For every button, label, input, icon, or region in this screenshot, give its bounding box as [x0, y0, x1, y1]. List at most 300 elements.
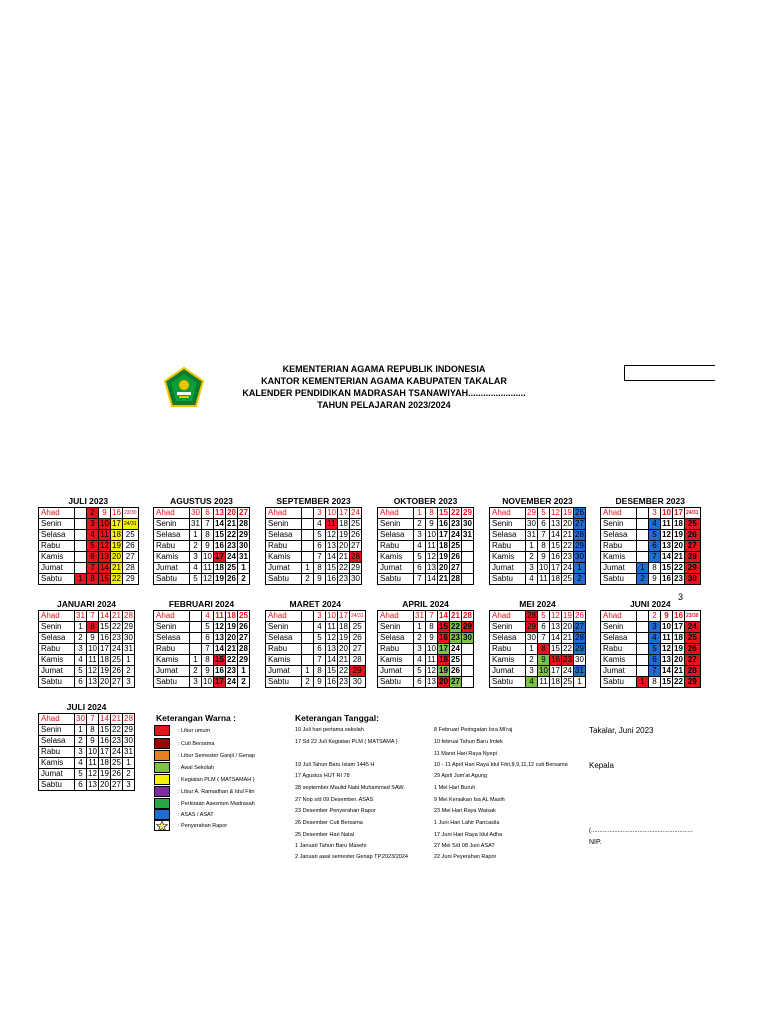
day-name: Sabtu	[39, 677, 75, 688]
date-cell: 16	[327, 677, 336, 686]
date-cell: 2	[238, 574, 250, 585]
day-name: Jumat	[378, 666, 414, 677]
month-table	[265, 610, 366, 688]
date-cell: 1	[190, 655, 202, 666]
week-row	[490, 633, 586, 644]
date-cell: 1	[574, 563, 586, 574]
date-cell: 27	[239, 633, 248, 642]
day-name: Sabtu	[266, 677, 302, 688]
date-cell: 19	[439, 666, 448, 675]
date-cell: 20	[227, 633, 236, 642]
date-cell: 27	[451, 563, 460, 572]
date-note: 11 Maret Hari Raya Nyepi	[434, 751, 497, 757]
day-name: Senin	[39, 622, 75, 633]
date-cell: 6	[75, 677, 87, 688]
date-note: 27 Mei S/d 08 Juni ASAT	[434, 843, 495, 849]
date-cell: 2	[414, 633, 426, 644]
day-name: Jumat	[39, 666, 75, 677]
date-cell: 16	[215, 666, 224, 675]
date-cell: 15	[439, 622, 448, 631]
date-cell: 3	[314, 508, 326, 519]
date-cell: 19	[100, 666, 109, 675]
date-cell: 20	[339, 644, 348, 653]
day-name: Kamis	[378, 552, 414, 563]
day-name: Ahad	[154, 508, 190, 519]
date-cell: 17	[674, 622, 683, 631]
date-cell: 20	[439, 677, 448, 686]
date-cell	[302, 633, 314, 644]
date-note: 23 Desember Penyerahan Rapor	[295, 808, 376, 814]
week-row	[154, 611, 250, 622]
date-cell: 4	[526, 574, 538, 585]
date-cell: 15	[662, 677, 671, 686]
day-name: Selasa	[154, 633, 190, 644]
date-cell: 24/31	[685, 508, 701, 519]
date-cell: 1	[75, 574, 87, 585]
date-cell: 19	[339, 633, 348, 642]
week-row	[266, 541, 362, 552]
date-cell: 24	[451, 530, 460, 539]
day-name: Senin	[39, 519, 75, 530]
day-name: Rabu	[378, 644, 414, 655]
date-cell	[462, 644, 474, 655]
date-cell: 23	[112, 633, 121, 642]
date-cell: 28	[239, 519, 248, 528]
day-name: Senin	[490, 519, 526, 530]
date-cell	[302, 508, 314, 519]
date-cell: 12	[88, 769, 97, 778]
week-row	[490, 622, 586, 633]
date-cell: 22	[451, 622, 460, 631]
date-cell: 28	[124, 611, 133, 620]
date-cell: 14	[662, 666, 671, 675]
date-cell: 13	[100, 552, 109, 561]
date-note: 9 Mei Kenaikan Isa AL Masih	[434, 797, 505, 803]
month-juli-2024	[38, 702, 135, 791]
legend-item-awal-sekolah	[154, 762, 214, 773]
date-cell: 9	[426, 519, 438, 530]
date-cell: 11	[327, 519, 336, 528]
date-cell: 15	[662, 563, 671, 572]
day-name: Sabtu	[39, 780, 75, 791]
date-cell: 29	[124, 725, 133, 734]
week-row	[601, 530, 701, 541]
week-row	[154, 644, 250, 655]
date-cell: 3	[649, 622, 661, 633]
month-table	[153, 507, 250, 585]
week-row	[601, 611, 701, 622]
week-row	[39, 644, 135, 655]
swatch-orange	[154, 750, 170, 761]
date-cell: 20	[563, 622, 572, 631]
date-cell: 18	[551, 677, 560, 686]
week-row	[266, 677, 366, 688]
date-cell: 30	[527, 633, 536, 642]
week-row	[154, 508, 250, 519]
day-name: Ahad	[601, 611, 637, 622]
date-cell: 11	[427, 655, 436, 664]
date-cell	[302, 644, 314, 655]
date-cell: 2	[75, 736, 87, 747]
date-cell: 27	[239, 508, 248, 517]
date-cell	[302, 622, 314, 633]
month-mei-2024	[489, 599, 586, 688]
date-cell: 21	[227, 519, 236, 528]
date-cell: 15	[215, 655, 224, 664]
date-cell: 24	[563, 666, 572, 675]
date-cell: 6	[87, 552, 99, 563]
week-row	[154, 633, 250, 644]
date-cell: 9	[202, 541, 214, 552]
week-row	[378, 552, 474, 563]
date-cell: 31	[76, 611, 85, 620]
date-note: 1 Januari Tahun Baru Masehi	[295, 843, 367, 849]
day-name: Kamis	[39, 655, 75, 666]
header-line-4: TAHUN PELAJARAN 2023/2024	[317, 400, 451, 410]
date-cell	[302, 519, 314, 530]
month-agustus-2023	[153, 496, 250, 585]
date-cell: 6	[314, 644, 326, 655]
week-row	[601, 655, 701, 666]
date-cell: 11	[327, 622, 336, 631]
date-cell: 19	[339, 530, 348, 539]
date-cell: 21	[112, 563, 121, 572]
signature-nip: NIP.	[589, 839, 602, 846]
day-name: Jumat	[490, 666, 526, 677]
header-line-2: KANTOR KEMENTERIAN AGAMA KABUPATEN TAKALAR	[261, 376, 507, 386]
date-cell: 23	[227, 541, 236, 550]
date-cell: 29	[463, 622, 472, 631]
date-cell: 19	[674, 530, 683, 539]
date-cell: 11	[203, 563, 212, 572]
date-cell: 1	[123, 655, 135, 666]
date-cell: 2	[123, 666, 135, 677]
month-table	[377, 610, 474, 688]
date-cell: 3	[314, 611, 326, 622]
week-row	[39, 633, 135, 644]
day-name: Selasa	[490, 633, 526, 644]
date-cell: 7	[202, 519, 214, 530]
date-cell: 26	[575, 508, 584, 517]
week-row	[39, 714, 135, 725]
date-cell: 31	[124, 747, 133, 756]
date-cell: 12	[427, 666, 436, 675]
date-cell: 30	[350, 677, 366, 688]
date-note: 1 Mei Hari Buruh	[434, 785, 476, 791]
day-name: Rabu	[490, 541, 526, 552]
date-cell	[75, 530, 87, 541]
date-note: 8 Februari Peringatan Isra Mi'raj	[434, 727, 513, 733]
date-cell: 10	[100, 519, 109, 528]
day-name: Ahad	[39, 508, 75, 519]
date-cell: 4	[190, 563, 202, 574]
week-row	[378, 644, 474, 655]
day-name: Jumat	[378, 563, 414, 574]
date-cell: 7	[538, 530, 550, 541]
date-cell: 5	[190, 574, 202, 585]
date-cell: 30	[463, 633, 472, 642]
date-cell	[462, 574, 474, 585]
date-cell: 14	[100, 611, 109, 620]
date-cell: 12	[551, 508, 560, 517]
date-cell: 5	[87, 541, 99, 552]
date-cell: 22	[112, 725, 121, 734]
date-cell: 18	[439, 541, 448, 550]
day-name: Sabtu	[601, 677, 637, 688]
week-row	[39, 541, 139, 552]
swatch-green	[154, 798, 170, 809]
day-name: Kamis	[39, 552, 75, 563]
date-cell: 25	[123, 530, 139, 541]
date-cell: 4	[75, 758, 87, 769]
date-cell: 29	[124, 622, 133, 631]
date-note: 25 Desember Hari Natal	[295, 832, 354, 838]
date-cell	[302, 611, 314, 622]
date-cell: 17	[100, 747, 109, 756]
date-cell: 16	[551, 552, 560, 561]
date-cell: 9	[538, 655, 550, 666]
date-cell: 29	[239, 530, 248, 539]
date-cell: 6	[202, 508, 214, 519]
date-note: 27 Nop s/d 09 Desember. ASAS	[295, 797, 374, 803]
week-row	[39, 574, 139, 585]
day-name: Ahad	[154, 611, 190, 622]
date-cell: 15	[100, 725, 109, 734]
week-row	[490, 666, 586, 677]
day-name: Kamis	[378, 655, 414, 666]
date-cell	[75, 508, 87, 519]
day-name: Jumat	[490, 563, 526, 574]
legend-label: : Libur A. Ramadhan & Idul Fitri	[178, 788, 255, 795]
date-cell: 9	[661, 611, 673, 622]
date-cell	[190, 622, 202, 633]
date-cell: 13	[427, 677, 436, 686]
date-cell: 28	[351, 552, 360, 561]
date-cell: 7	[649, 666, 661, 677]
date-cell: 31	[239, 552, 248, 561]
week-row	[601, 677, 701, 688]
date-cell: 14	[551, 530, 560, 539]
date-cell: 20	[563, 519, 572, 528]
week-row	[601, 508, 701, 519]
date-cell: 24	[227, 677, 236, 686]
date-cell: 11	[427, 541, 436, 550]
date-cell	[637, 633, 649, 644]
day-name: Ahad	[266, 611, 302, 622]
date-cell: 18	[674, 519, 683, 528]
date-cell: 4	[649, 633, 661, 644]
header-line-1: KEMENTERIAN AGAMA REPUBLIK INDONESIA	[282, 364, 486, 374]
date-cell: 15	[551, 644, 560, 653]
dates-title: Keterangan Tanggal:	[295, 713, 379, 723]
week-row	[601, 622, 701, 633]
date-cell: 26	[112, 666, 121, 675]
week-row	[154, 666, 250, 677]
date-cell: 25	[351, 519, 360, 528]
date-cell: 23	[112, 736, 121, 745]
date-cell: 29	[685, 563, 701, 574]
day-name: Kamis	[154, 552, 190, 563]
date-cell: 12	[662, 530, 671, 539]
date-cell	[637, 655, 649, 666]
date-cell: 12	[215, 622, 224, 631]
date-cell	[637, 541, 649, 552]
date-cell: 18	[339, 622, 348, 631]
week-row	[154, 519, 250, 530]
date-cell	[462, 677, 474, 688]
month-maret-2024	[265, 599, 366, 688]
date-cell: 15	[327, 563, 336, 572]
date-cell: 30	[76, 714, 85, 723]
date-cell: 16	[327, 574, 336, 583]
date-cell: 28	[124, 714, 133, 723]
date-cell: 10	[88, 644, 97, 653]
date-note: 29 April Jum'at Agung	[434, 773, 488, 779]
week-row	[266, 655, 366, 666]
date-cell: 28	[685, 552, 701, 563]
day-name: Ahad	[378, 508, 414, 519]
week-row	[601, 552, 701, 563]
month-title: FEBRUARI 2024	[168, 599, 235, 609]
day-name: Selasa	[39, 530, 75, 541]
day-name: Selasa	[266, 530, 302, 541]
month-desember-2023	[600, 496, 701, 585]
week-row	[266, 552, 362, 563]
date-cell: 17	[215, 552, 224, 561]
date-cell: 20	[227, 508, 236, 517]
date-cell: 8	[314, 563, 326, 574]
date-cell: 6	[75, 780, 87, 791]
date-cell: 2	[526, 655, 538, 666]
date-cell: 25	[451, 655, 460, 664]
month-title: DESEMBER 2023	[615, 496, 685, 506]
date-cell: 7	[87, 611, 99, 622]
date-cell: 1	[526, 644, 538, 655]
date-cell: 17	[215, 677, 224, 686]
header-empty-box	[624, 365, 715, 381]
day-name: Selasa	[490, 530, 526, 541]
date-cell: 29	[527, 508, 536, 517]
week-row	[154, 563, 250, 574]
date-cell: 7	[414, 574, 426, 585]
date-cell: 1	[75, 725, 87, 736]
month-table	[38, 713, 135, 791]
week-row	[490, 519, 586, 530]
week-row	[490, 563, 586, 574]
day-name: Senin	[378, 519, 414, 530]
day-name: Senin	[378, 622, 414, 633]
week-row	[378, 519, 474, 530]
date-cell: 20	[439, 563, 448, 572]
date-cell: 21	[112, 611, 121, 620]
date-note: 22 Juni Peyerahan Rapor	[434, 854, 497, 860]
date-cell: 27	[350, 644, 366, 655]
date-cell: 7	[426, 611, 438, 622]
day-name: Sabtu	[601, 574, 637, 585]
date-cell: 8	[538, 541, 550, 552]
date-cell: 5	[649, 644, 661, 655]
date-cell	[75, 519, 87, 530]
month-table	[153, 610, 250, 688]
date-cell: 5	[202, 622, 214, 633]
date-cell: 24	[227, 552, 236, 561]
date-cell: 29	[123, 574, 139, 585]
date-cell: 25	[112, 655, 121, 664]
date-cell: 30	[124, 736, 133, 745]
date-cell: 1	[414, 622, 426, 633]
week-row	[39, 747, 135, 758]
date-cell: 21	[339, 655, 348, 664]
week-row	[266, 519, 362, 530]
swatch-yellow	[154, 774, 170, 785]
day-name: Kamis	[490, 655, 526, 666]
date-cell: 26	[112, 769, 121, 778]
date-cell: 25	[350, 622, 366, 633]
date-cell: 31	[191, 519, 200, 528]
date-cell	[637, 666, 649, 677]
date-cell: 6	[414, 563, 426, 574]
date-cell: 5	[538, 611, 550, 622]
day-name: Rabu	[39, 644, 75, 655]
date-cell: 31	[124, 644, 133, 653]
date-cell: 31	[415, 611, 424, 620]
day-name: Selasa	[378, 633, 414, 644]
date-cell	[462, 541, 474, 552]
date-cell	[637, 622, 649, 633]
month-title: JULI 2023	[68, 496, 109, 506]
date-cell: 28	[451, 574, 460, 583]
date-note: 17 Sd 22 Juli Kegiatan PLM ( MATSAMA )	[295, 739, 398, 745]
day-name: Ahad	[378, 611, 414, 622]
date-cell: 8	[202, 530, 214, 541]
week-row	[39, 519, 139, 530]
week-row	[266, 508, 362, 519]
date-cell: 14	[100, 563, 109, 572]
swatch-dark-red	[154, 738, 170, 749]
day-name: Senin	[601, 622, 637, 633]
day-name: Rabu	[378, 541, 414, 552]
date-cell: 29	[575, 541, 584, 550]
date-cell: 17	[439, 644, 448, 653]
date-cell: 7	[202, 644, 214, 655]
date-cell: 18	[674, 633, 683, 642]
day-name: Senin	[154, 622, 190, 633]
day-name: Ahad	[490, 611, 526, 622]
date-cell: 6	[649, 655, 661, 666]
date-cell: 16	[100, 633, 109, 642]
month-april-2024	[377, 599, 474, 688]
date-cell: 2	[75, 633, 87, 644]
date-cell: 18	[215, 563, 224, 572]
day-name: Kamis	[39, 758, 75, 769]
date-cell: 1	[190, 530, 202, 541]
month-januari-2024	[38, 599, 135, 688]
week-row	[378, 611, 474, 622]
date-cell: 1	[574, 677, 586, 688]
date-note: 10 Juli hari pertama sekolah	[295, 727, 364, 733]
date-cell: 29	[239, 655, 248, 664]
date-cell: 14	[662, 552, 671, 561]
date-cell: 12	[427, 552, 436, 561]
week-row	[266, 666, 366, 677]
day-name: Jumat	[266, 666, 302, 677]
week-row	[154, 530, 250, 541]
date-cell: 31	[575, 666, 584, 675]
date-cell: 2	[123, 769, 135, 780]
date-cell: 30	[575, 552, 584, 561]
date-cell	[462, 666, 474, 677]
date-cell: 22	[674, 677, 683, 686]
